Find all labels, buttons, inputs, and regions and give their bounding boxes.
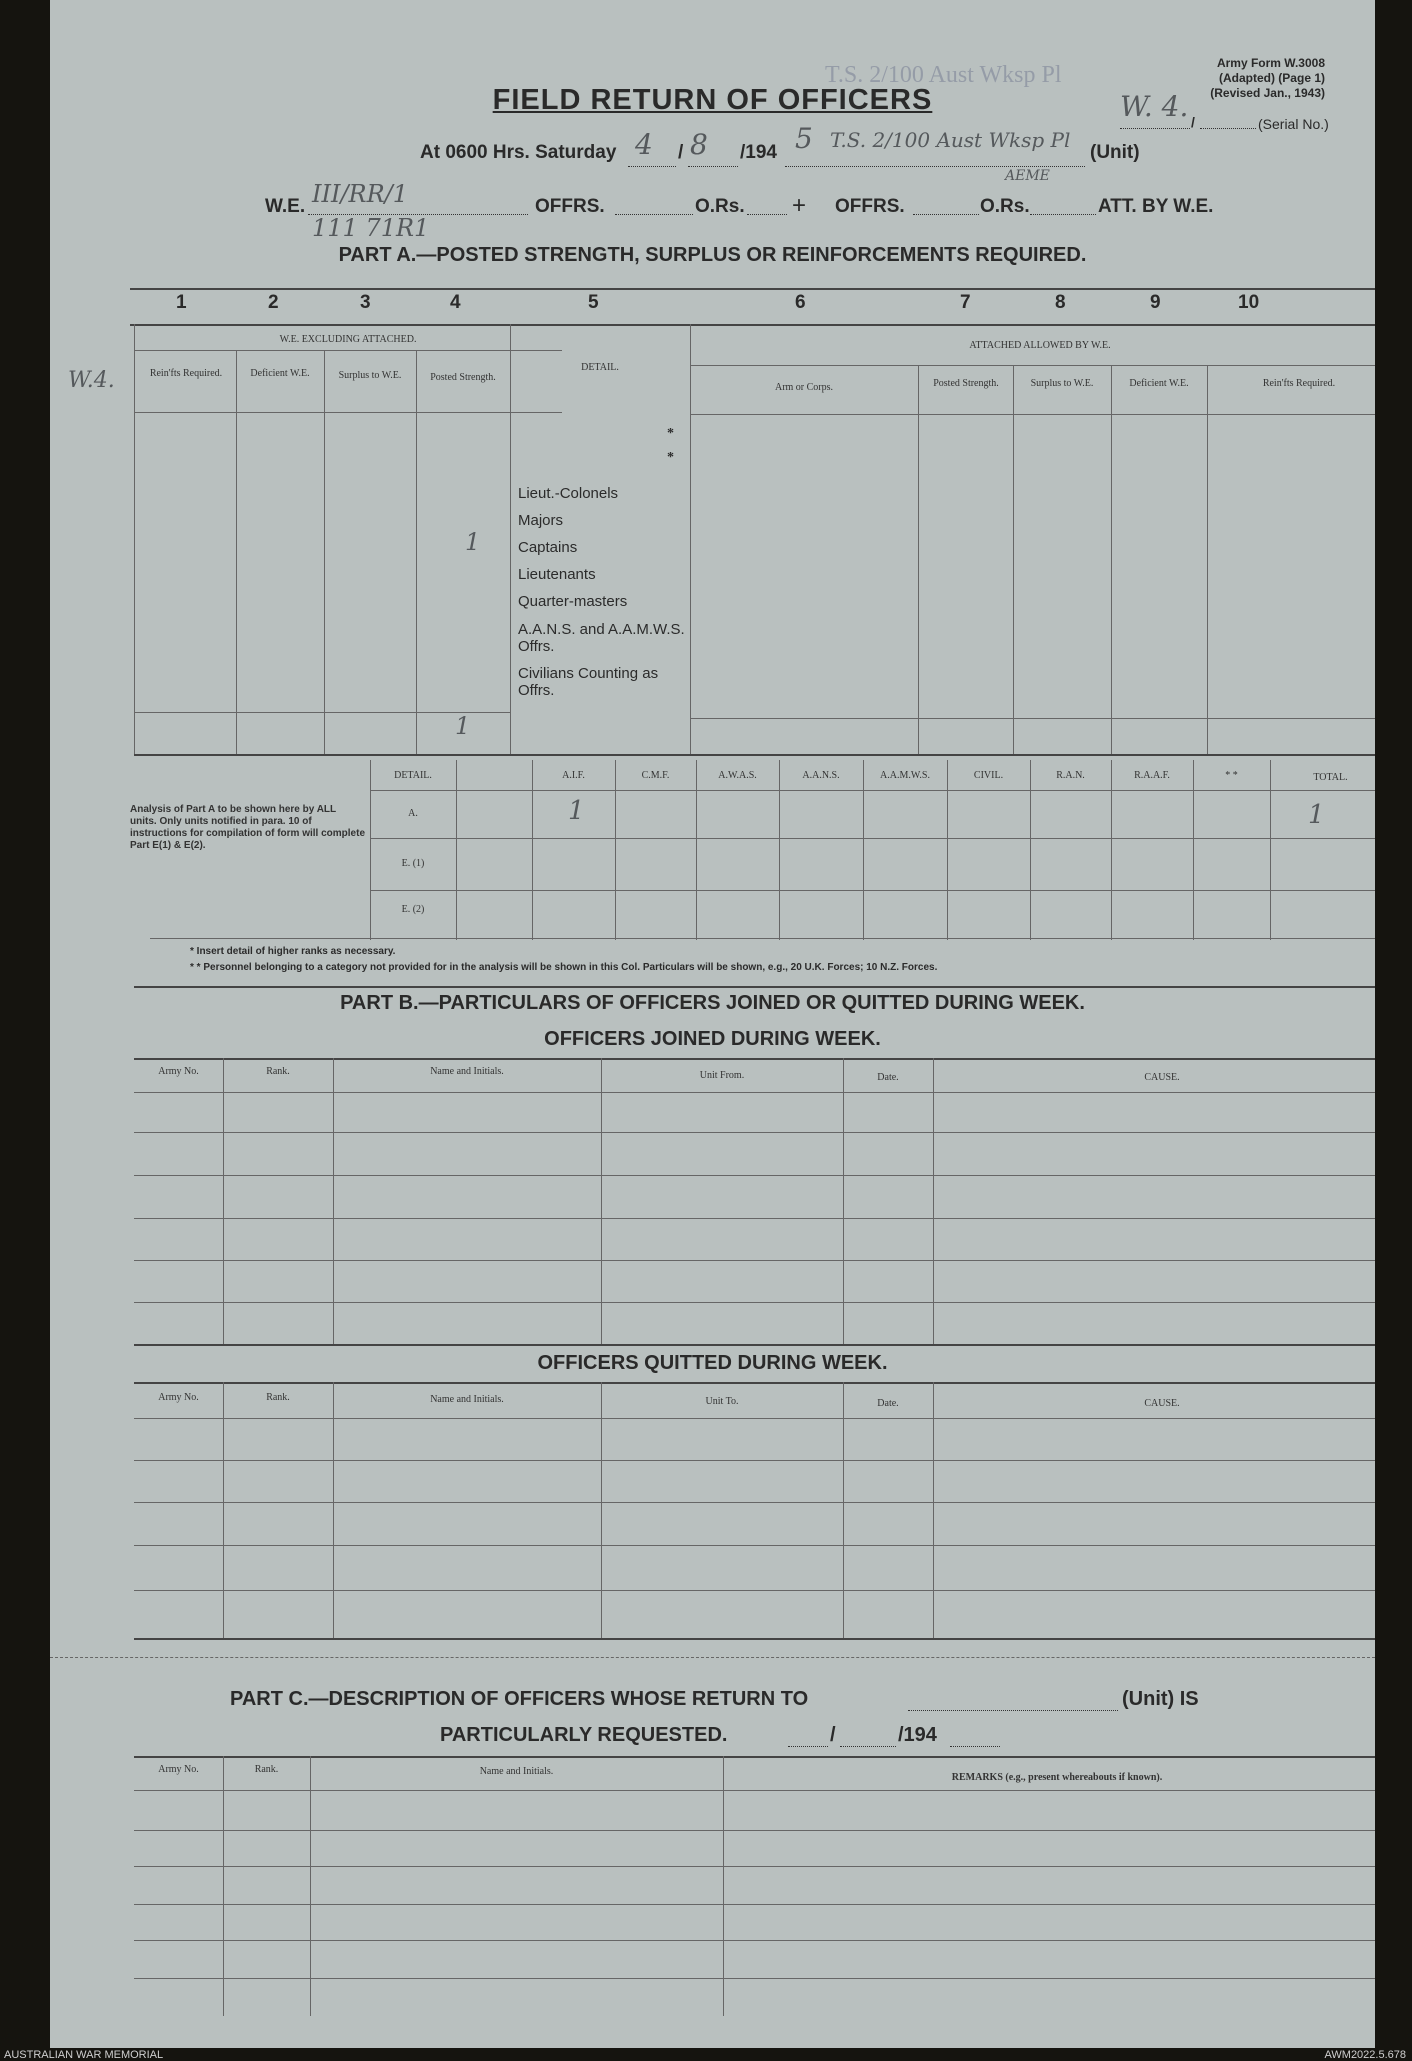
unit-stamp: T.S. 2/100 Aust Wksp Pl	[825, 62, 1062, 88]
pc-row1	[134, 1830, 1375, 1831]
quitted-title: OFFICERS QUITTED DURING WEEK.	[537, 1352, 888, 1374]
qt-col-date: Date.	[877, 1398, 899, 1409]
col-num-2: 2	[268, 292, 279, 313]
an-v4	[696, 760, 697, 940]
jn-row4	[134, 1260, 1375, 1261]
an-v1	[456, 760, 457, 940]
quitted-top-rule	[134, 1382, 1375, 1384]
att-label: ATT. BY W.E.	[1098, 196, 1214, 217]
hand-we: III/RR/1	[312, 180, 409, 208]
perforation-line	[50, 1657, 1375, 1658]
serial-line-1	[1120, 128, 1190, 129]
serial-handwriting: W. 4.	[1120, 90, 1189, 123]
column-numbers	[50, 292, 1375, 322]
pc-col-name: Name and Initials.	[479, 1766, 554, 1777]
pc-row2	[134, 1866, 1375, 1867]
attached-header-rule	[690, 414, 1375, 415]
hdr-posted2: Posted Strength.	[933, 378, 999, 389]
pa-total-rule-left	[134, 712, 510, 713]
part-c-unit-is: (Unit) IS	[1122, 1688, 1199, 1710]
rank-civilians: Civilians Counting as Offrs.	[518, 665, 659, 699]
jn-col-army: Army No.	[158, 1066, 199, 1077]
an-header-rule	[370, 790, 1375, 791]
col-num-10: 10	[1238, 292, 1260, 313]
joined-header-rule	[134, 1092, 1375, 1093]
qt-v2	[333, 1382, 334, 1638]
hand-unit: T.S. 2/100 Aust Wksp Pl	[830, 128, 1071, 152]
an-v6	[863, 760, 864, 940]
an-col-awas: A.W.A.S.	[718, 770, 757, 781]
qt-row1	[134, 1460, 1375, 1461]
an-v8	[1030, 760, 1031, 940]
an-row1-rule	[370, 838, 1375, 839]
rank-captains: Captains	[518, 539, 578, 556]
part-c-month-line	[840, 1746, 896, 1747]
an-row2-rule	[370, 890, 1375, 891]
jn-col-rank: Rank.	[266, 1066, 290, 1077]
footnote-rule	[134, 986, 1375, 988]
pc-row0	[134, 1790, 1375, 1791]
we-header-rule	[134, 412, 562, 413]
an-col-aamws: A.A.M.W.S.	[880, 770, 930, 781]
date-sep-1: /	[678, 142, 684, 163]
at-label: At 0600 Hrs. Saturday	[420, 142, 617, 163]
hand-date-year: 5	[795, 122, 813, 155]
pa-v2	[324, 350, 325, 754]
pc-v1	[223, 1756, 224, 2016]
qt-v3	[601, 1382, 602, 1638]
qt-col-rank: Rank.	[266, 1392, 290, 1403]
an-bottom-rule	[150, 938, 1375, 939]
date-month-line	[688, 166, 738, 167]
hdr-arm: Arm or Corps.	[774, 382, 834, 393]
form-id-line1: Army Form W.3008	[1216, 56, 1325, 70]
pa-v0	[134, 324, 135, 754]
an-col-aans: A.A.N.S.	[802, 770, 840, 781]
hdr-deficient1: Deficient W.E.	[250, 368, 310, 379]
part-c-unit-line	[908, 1710, 1118, 1711]
part-a-title: PART A.—POSTED STRENGTH, SURPLUS OR REINFORCEMENTS REQUIRED.	[338, 244, 1087, 266]
footnote-2: * * Personnel belonging to a category not provided for in the analysis will be shown in this Col. Particulars will be shown, e.g., 20 U.K. Forces; 10 N.Z. Forces.	[190, 962, 938, 973]
joined-bottom-rule	[134, 1344, 1375, 1346]
qt-v5	[933, 1382, 934, 1638]
asterisk-1: *	[667, 426, 674, 441]
qt-v4	[843, 1382, 844, 1638]
pc-col-army: Army No.	[158, 1764, 199, 1775]
pa-v8	[1111, 365, 1112, 754]
an-v11	[1270, 760, 1271, 940]
offrs-line	[615, 214, 693, 215]
we-label: W.E.	[265, 196, 306, 217]
an-col-ran: R.A.N.	[1056, 770, 1085, 781]
footer-left: AUSTRALIAN WAR MEMORIAL	[4, 2049, 164, 2061]
an-v2	[532, 760, 533, 940]
hand-we-2: 111 71R1	[312, 214, 430, 242]
part-c-date-sep: /	[830, 1724, 836, 1746]
an-v9	[1111, 760, 1112, 940]
jn-col-date: Date.	[877, 1072, 899, 1083]
part-a-top-rule	[130, 288, 1375, 290]
an-col-other: * *	[1225, 770, 1238, 781]
part-c-day-line	[788, 1746, 828, 1747]
qt-col-unit: Unit To.	[705, 1396, 739, 1407]
offrs2-label: OFFRS.	[835, 196, 905, 217]
pc-v3	[723, 1756, 724, 2016]
part-c-year-line	[950, 1746, 1000, 1747]
part-a-num-rule	[130, 324, 1375, 326]
form-page	[50, 0, 1375, 2048]
jn-row5	[134, 1302, 1375, 1303]
pa-v6	[918, 365, 919, 754]
serial-line-2	[1200, 128, 1256, 129]
hdr-surplus1: Surplus to W.E.	[338, 370, 402, 381]
form-title: FIELD RETURN OF OFFICERS	[492, 84, 933, 116]
hand-posted-strength: 1	[465, 528, 481, 556]
hdr-detail: DETAIL.	[581, 362, 619, 373]
col-num-4: 4	[450, 292, 461, 313]
hand-total: 1	[1308, 800, 1325, 830]
jn-col-cause: CAUSE.	[1144, 1072, 1180, 1083]
ors-line	[747, 214, 787, 215]
an-col-aif: A.I.F.	[562, 770, 585, 781]
part-b-title: PART B.—PARTICULARS OF OFFICERS JOINED OR QUITTED DURING WEEK.	[340, 992, 1085, 1014]
we-group-rule	[134, 350, 562, 351]
part-c-title-1: PART C.—DESCRIPTION OF OFFICERS WHOSE RETURN TO	[230, 1688, 809, 1710]
an-col-total: TOTAL.	[1313, 772, 1348, 783]
an-col-civil: CIVIL.	[973, 770, 1004, 781]
footnote-1: * Insert detail of higher ranks as necessary.	[190, 946, 396, 957]
we-excluding-header: W.E. EXCLUDING ATTACHED.	[279, 334, 417, 345]
part-c-title-2: PARTICULARLY REQUESTED.	[440, 1724, 728, 1746]
serial-label: (Serial No.)	[1258, 116, 1329, 132]
attached-group-rule	[690, 365, 1375, 366]
ors2-line	[1030, 214, 1096, 215]
pa-v9	[1207, 365, 1208, 754]
pa-v1	[236, 350, 237, 754]
an-col-cmf: C.M.F.	[641, 770, 670, 781]
an-row-e2: E. (2)	[401, 904, 425, 915]
unit-line	[785, 166, 1085, 167]
qt-row4	[134, 1590, 1375, 1591]
an-col-raaf: R.A.A.F.	[1134, 770, 1170, 781]
form-id-line2: (Adapted) (Page 1)	[1218, 71, 1325, 85]
pc-row3	[134, 1904, 1375, 1905]
pa-v4	[510, 324, 511, 754]
asterisk-2: *	[667, 450, 674, 465]
pc-col-rank: Rank.	[254, 1764, 279, 1775]
rank-aans: A.A.N.S. and A.A.M.W.S. Offrs.	[518, 621, 685, 655]
hand-posted-total: 1	[455, 712, 471, 740]
hdr-surplus2: Surplus to W.E.	[1030, 378, 1094, 389]
year-label: /194	[740, 142, 777, 163]
jn-col-unit: Unit From.	[699, 1070, 745, 1081]
an-row-a: A.	[408, 808, 418, 819]
qt-row3	[134, 1545, 1375, 1546]
col-num-6: 6	[795, 292, 806, 313]
qt-col-name: Name and Initials.	[430, 1394, 504, 1405]
col-num-9: 9	[1150, 292, 1161, 313]
pa-v3	[416, 350, 417, 754]
pa-v7	[1013, 365, 1014, 754]
qt-row2	[134, 1502, 1375, 1503]
col-num-7: 7	[960, 292, 971, 313]
serial-sep: /	[1191, 114, 1195, 130]
pa-v5	[690, 324, 691, 754]
qt-v1	[223, 1382, 224, 1638]
an-v7	[947, 760, 948, 940]
an-col-detail: DETAIL.	[394, 770, 432, 781]
col-num-8: 8	[1055, 292, 1066, 313]
part-c-top-rule	[134, 1756, 1375, 1758]
pc-col-remarks: REMARKS (e.g., present whereabouts if known).	[951, 1772, 1163, 1783]
hdr-posted1: Posted Strength.	[430, 372, 496, 383]
hand-date-month: 8	[690, 128, 708, 161]
pc-v2	[310, 1756, 311, 2016]
margin-handwriting: W.4.	[68, 368, 115, 393]
plus-sign: +	[792, 192, 807, 219]
hdr-rein2: Rein'fts Required.	[1262, 378, 1336, 389]
analysis-note: Analysis of Part A to be shown here by ALL units. Only units notified in para. 10 of instructions for compilation of form will complete Part E(1) & E(2).	[130, 804, 366, 851]
jn-row3	[134, 1218, 1375, 1219]
pc-row4	[134, 1940, 1375, 1941]
hdr-deficient2: Deficient W.E.	[1129, 378, 1189, 389]
part-c-year: /194	[898, 1724, 937, 1746]
offrs2-line	[913, 214, 979, 215]
col-num-3: 3	[360, 292, 371, 313]
jn-row2	[134, 1175, 1375, 1176]
hdr-rein1: Rein'fts Required.	[149, 368, 223, 379]
rank-qm: Quarter-masters	[518, 593, 628, 610]
quitted-header-rule	[134, 1418, 1375, 1419]
ors2-label: O.Rs.	[980, 196, 1030, 217]
an-v3	[615, 760, 616, 940]
offrs-label: OFFRS.	[535, 196, 605, 217]
jn-col-name: Name and Initials.	[430, 1066, 504, 1077]
col-num-5: 5	[588, 292, 599, 313]
hand-unit-sub: AEME	[1005, 168, 1050, 184]
rank-lieutenants: Lieutenants	[518, 566, 596, 583]
an-v10	[1193, 760, 1194, 940]
hand-aif: 1	[568, 796, 585, 826]
attached-header: ATTACHED ALLOWED BY W.E.	[969, 340, 1111, 351]
quitted-bottom-rule	[134, 1638, 1375, 1640]
ors-label: O.Rs.	[695, 196, 745, 217]
pc-row5	[134, 1978, 1375, 1979]
rank-majors: Majors	[518, 512, 564, 529]
rank-lt-col: Lieut.-Colonels	[518, 485, 619, 502]
joined-title: OFFICERS JOINED DURING WEEK.	[544, 1028, 881, 1050]
an-row-e1: E. (1)	[401, 858, 425, 869]
an-v5	[779, 760, 780, 940]
joined-top-rule	[134, 1058, 1375, 1060]
qt-col-cause: CAUSE.	[1144, 1398, 1180, 1409]
rank-list	[518, 480, 688, 699]
hand-date-day: 4	[635, 128, 653, 161]
unit-label: (Unit)	[1090, 142, 1140, 163]
jn-row1	[134, 1132, 1375, 1133]
part-a-bottom-rule	[134, 754, 1375, 756]
form-id-line3: (Revised Jan., 1943)	[1210, 86, 1325, 100]
footer-right: AWM2022.5.678	[1324, 2049, 1406, 2061]
date-day-line	[628, 166, 676, 167]
pa-total-rule-right	[690, 718, 1375, 719]
qt-col-army: Army No.	[158, 1392, 199, 1403]
col-num-1: 1	[176, 292, 187, 313]
